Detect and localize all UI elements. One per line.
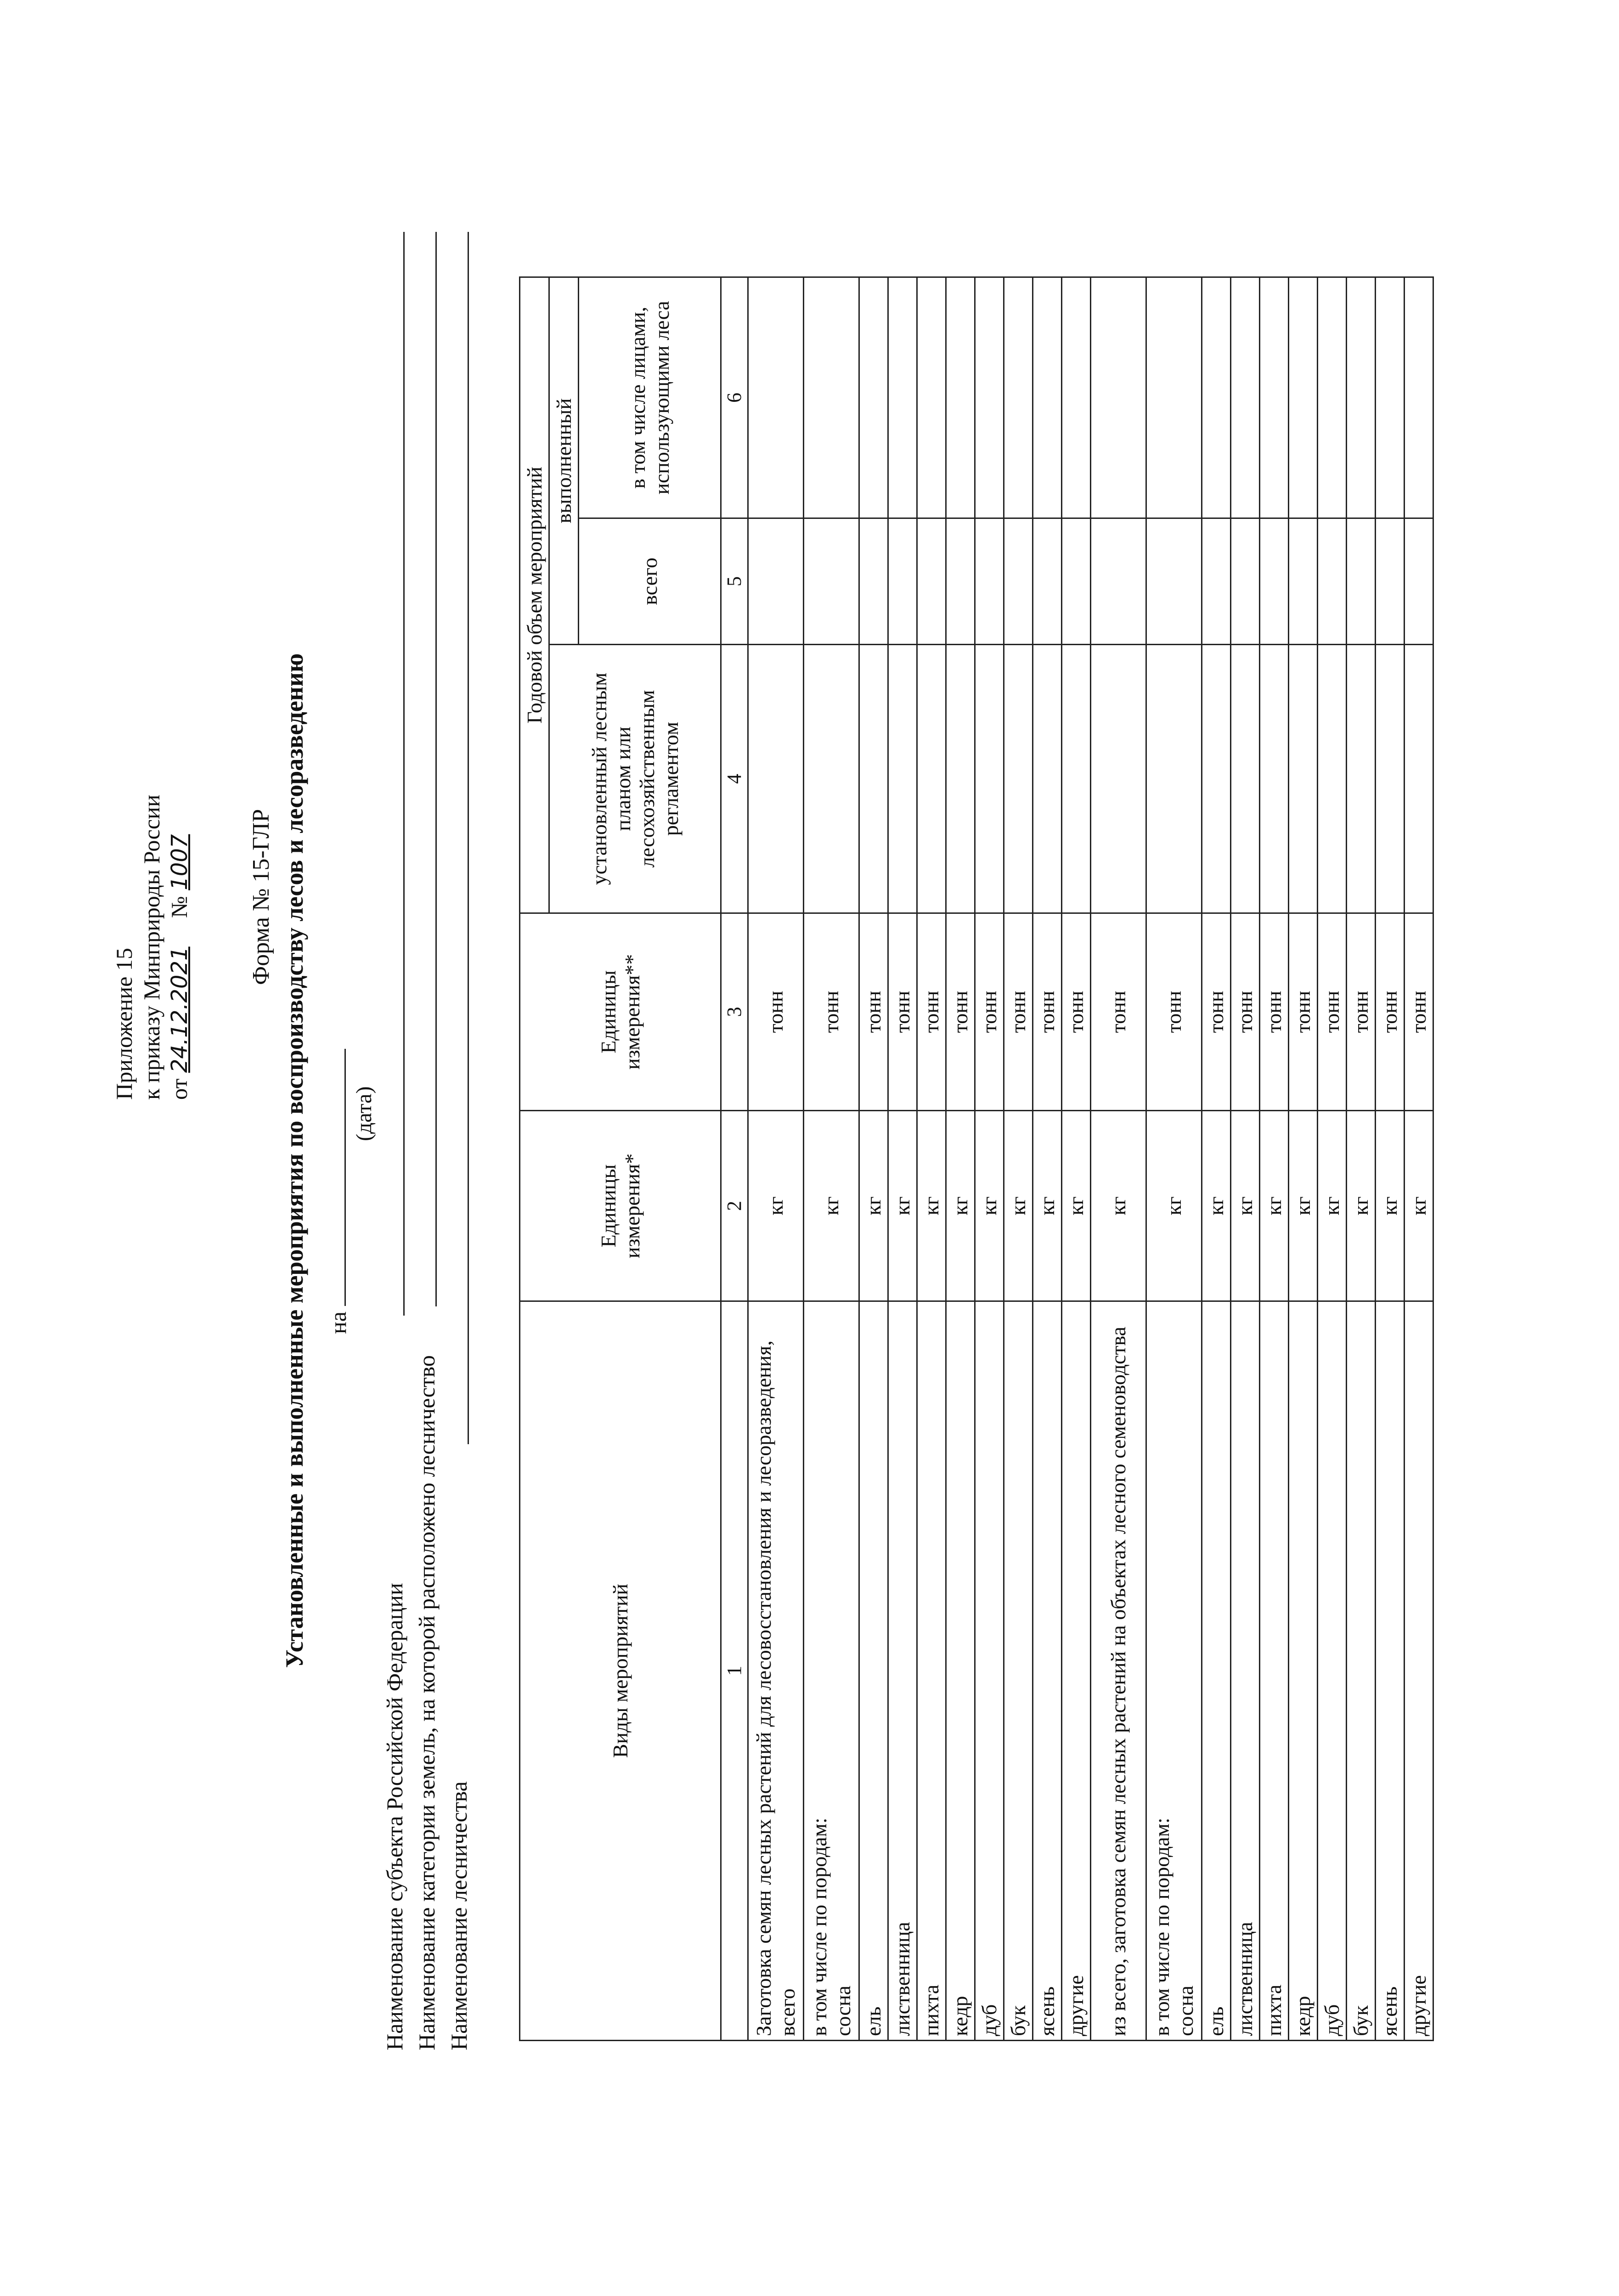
table-row: [1202, 277, 1231, 2041]
row-including-cell[interactable]: [1289, 277, 1318, 518]
row-activity-name: ясень: [1376, 1301, 1405, 2041]
row-unit-2: тонн: [1318, 913, 1347, 1111]
field-land-category-label: Наименование категории земель, на которой расположено лесничество: [414, 1355, 440, 2050]
row-total-cell[interactable]: [975, 518, 1004, 645]
date-caption: (дата): [352, 1086, 376, 1141]
form-number: Форма № 15-ГЛР: [248, 809, 274, 985]
header-annual-volume: Годовой объем мероприятий: [520, 277, 549, 913]
row-including-cell[interactable]: [1405, 277, 1433, 518]
row-unit-2: тонн: [1062, 913, 1091, 1111]
row-unit-1: кг: [1091, 1111, 1146, 1301]
header-units-2: Единицы измерения**: [520, 913, 721, 1111]
field-subject: [381, 1583, 408, 2050]
row-total-cell[interactable]: [1062, 518, 1091, 645]
row-total-cell[interactable]: [1347, 518, 1376, 645]
field-forestry: [446, 1781, 472, 2050]
table-row: [859, 277, 888, 2041]
header-units-1: Единицы измерения*: [520, 1111, 721, 1301]
order-date-line: [165, 794, 193, 1100]
row-including-cell[interactable]: [975, 277, 1004, 518]
table-row: [1004, 277, 1033, 2041]
row-unit-1: кг: [748, 1111, 804, 1301]
table-row: [975, 277, 1004, 2041]
table-row: [1289, 277, 1318, 2041]
row-unit-1: кг: [1062, 1111, 1091, 1301]
table-row: [1376, 277, 1405, 2041]
row-established-cell[interactable]: [1260, 645, 1289, 913]
row-total-cell[interactable]: [1091, 518, 1146, 645]
row-activity-name: бук: [1004, 1301, 1033, 2041]
order-number: 1007: [167, 834, 192, 890]
row-including-cell[interactable]: [748, 277, 804, 518]
row-total-cell[interactable]: [1318, 518, 1347, 645]
field-forestry-label: Наименование лесничества: [446, 1781, 472, 2050]
row-unit-1: кг: [1347, 1111, 1376, 1301]
row-including-cell[interactable]: [1347, 277, 1376, 518]
row-established-cell[interactable]: [1033, 645, 1062, 913]
row-activity-name: ясень: [1033, 1301, 1062, 2041]
header-activities: Виды мероприятий: [520, 1301, 721, 2041]
activities-table: [519, 276, 1434, 2041]
row-activity-name: ель: [859, 1301, 888, 2041]
row-established-cell[interactable]: [1231, 645, 1260, 913]
table-row: [1318, 277, 1347, 2041]
table-row: [1347, 277, 1376, 2041]
row-total-cell[interactable]: [1202, 518, 1231, 645]
row-activity-name: в том числе по породам: сосна: [1146, 1301, 1202, 2041]
field-subject-line: [403, 232, 405, 1316]
row-unit-1: кг: [1033, 1111, 1062, 1301]
column-number: 5: [721, 518, 748, 645]
header-total: всего: [579, 518, 721, 645]
row-activity-name: пихта: [1260, 1301, 1289, 2041]
row-unit-2: тонн: [946, 913, 975, 1111]
row-total-cell[interactable]: [1004, 518, 1033, 645]
row-unit-2: тонн: [1347, 913, 1376, 1111]
column-numbers-row: [721, 277, 748, 2041]
row-unit-1: кг: [1289, 1111, 1318, 1301]
row-unit-1: кг: [1376, 1111, 1405, 1301]
row-unit-1: кг: [1318, 1111, 1347, 1301]
row-activity-name: пихта: [917, 1301, 946, 2041]
field-subject-label: Наименование субъекта Российской Федерации: [382, 1583, 407, 2050]
row-established-cell[interactable]: [804, 645, 859, 913]
row-total-cell[interactable]: [1146, 518, 1202, 645]
date-line-prefix: на: [325, 1311, 351, 1334]
date-blank-line: [322, 1049, 346, 1306]
row-activity-name: другие: [1405, 1301, 1433, 2041]
row-unit-2: тонн: [888, 913, 917, 1111]
row-established-cell[interactable]: [917, 645, 946, 913]
table-row: [804, 277, 859, 2041]
row-unit-2: тонн: [917, 913, 946, 1111]
field-forestry-line: [468, 232, 469, 1444]
field-land-category-line: [435, 232, 437, 1306]
table-row: [946, 277, 975, 2041]
row-established-cell[interactable]: [1376, 645, 1405, 913]
row-total-cell[interactable]: [1231, 518, 1260, 645]
row-established-cell[interactable]: [1318, 645, 1347, 913]
order-date: 24.12.2021: [167, 946, 192, 1073]
header-including: в том числе лицами, использующими леса: [579, 277, 721, 518]
row-established-cell[interactable]: [748, 645, 804, 913]
row-unit-2: тонн: [975, 913, 1004, 1111]
row-including-cell[interactable]: [859, 277, 888, 518]
row-total-cell[interactable]: [1405, 518, 1433, 645]
row-activity-name: Заготовка семян лесных растений для лесовосстановления и лесоразведения, всего: [748, 1301, 804, 2041]
column-number: 4: [721, 645, 748, 913]
row-unit-1: кг: [859, 1111, 888, 1301]
row-unit-2: тонн: [748, 913, 804, 1111]
row-activity-name: другие: [1062, 1301, 1091, 2041]
row-unit-2: тонн: [1091, 913, 1146, 1111]
row-including-cell[interactable]: [888, 277, 917, 518]
row-activity-name: бук: [1347, 1301, 1376, 2041]
row-established-cell[interactable]: [1062, 645, 1091, 913]
row-including-cell[interactable]: [1091, 277, 1146, 518]
row-total-cell[interactable]: [888, 518, 917, 645]
row-total-cell[interactable]: [1289, 518, 1318, 645]
row-established-cell[interactable]: [1004, 645, 1033, 913]
row-established-cell[interactable]: [1289, 645, 1318, 913]
row-total-cell[interactable]: [748, 518, 804, 645]
row-total-cell[interactable]: [804, 518, 859, 645]
row-including-cell[interactable]: [917, 277, 946, 518]
row-including-cell[interactable]: [1318, 277, 1347, 518]
row-total-cell[interactable]: [1260, 518, 1289, 645]
row-unit-1: кг: [1146, 1111, 1202, 1301]
table-row: [1146, 277, 1202, 2041]
table-row: [1231, 277, 1260, 2041]
row-activity-name: в том числе по породам: сосна: [804, 1301, 859, 2041]
row-including-cell[interactable]: [1202, 277, 1231, 518]
order-reference: к приказу Минприроды России: [139, 794, 164, 1100]
row-established-cell[interactable]: [1146, 645, 1202, 913]
row-total-cell[interactable]: [946, 518, 975, 645]
row-total-cell[interactable]: [1033, 518, 1062, 645]
row-including-cell[interactable]: [1376, 277, 1405, 518]
row-unit-1: кг: [1231, 1111, 1260, 1301]
row-unit-2: тонн: [1405, 913, 1433, 1111]
column-number: 2: [721, 1111, 748, 1301]
table-row: [1405, 277, 1433, 2041]
column-number: 6: [721, 277, 748, 518]
row-unit-1: кг: [917, 1111, 946, 1301]
row-including-cell[interactable]: [1033, 277, 1062, 518]
row-including-cell[interactable]: [1062, 277, 1091, 518]
row-including-cell[interactable]: [1146, 277, 1202, 518]
row-total-cell[interactable]: [917, 518, 946, 645]
column-number: 1: [721, 1301, 748, 2041]
row-established-cell[interactable]: [1405, 645, 1433, 913]
row-unit-2: тонн: [1260, 913, 1289, 1111]
row-unit-2: тонн: [1033, 913, 1062, 1111]
table-row: [1062, 277, 1091, 2041]
row-unit-2: тонн: [1004, 913, 1033, 1111]
row-activity-name: дуб: [975, 1301, 1004, 2041]
row-unit-1: кг: [1405, 1111, 1433, 1301]
row-activity-name: лиственница: [1231, 1301, 1260, 2041]
row-unit-1: кг: [946, 1111, 975, 1301]
row-unit-1: кг: [1260, 1111, 1289, 1301]
row-unit-1: кг: [804, 1111, 859, 1301]
row-unit-2: тонн: [1202, 913, 1231, 1111]
column-number: 3: [721, 913, 748, 1111]
row-total-cell[interactable]: [1376, 518, 1405, 645]
row-established-cell[interactable]: [888, 645, 917, 913]
header-completed: выполненный: [549, 277, 579, 645]
header-established: установленный лесным планом или лесохозяйственным регламентом: [549, 645, 721, 913]
row-activity-name: кедр: [1289, 1301, 1318, 2041]
appendix-block: [110, 794, 193, 1100]
row-established-cell[interactable]: [1091, 645, 1146, 913]
table-row: [748, 277, 804, 2041]
row-unit-1: кг: [1202, 1111, 1231, 1301]
row-unit-2: тонн: [1231, 913, 1260, 1111]
row-established-cell[interactable]: [859, 645, 888, 913]
row-activity-name: лиственница: [888, 1301, 917, 2041]
row-unit-2: тонн: [804, 913, 859, 1111]
row-including-cell[interactable]: [1231, 277, 1260, 518]
row-unit-2: тонн: [1289, 913, 1318, 1111]
row-including-cell[interactable]: [1260, 277, 1289, 518]
row-established-cell[interactable]: [975, 645, 1004, 913]
row-total-cell[interactable]: [859, 518, 888, 645]
row-unit-2: тонн: [1376, 913, 1405, 1111]
row-including-cell[interactable]: [1004, 277, 1033, 518]
row-activity-name: ель: [1202, 1301, 1231, 2041]
row-activity-name: из всего, заготовка семян лесных растений на объектах лесного семеноводства: [1091, 1301, 1146, 2041]
number-prefix: №: [166, 896, 192, 918]
row-unit-1: кг: [888, 1111, 917, 1301]
row-unit-1: кг: [975, 1111, 1004, 1301]
row-activity-name: дуб: [1318, 1301, 1347, 2041]
date-prefix: от: [166, 1078, 192, 1100]
row-including-cell[interactable]: [946, 277, 975, 518]
appendix-label: Приложение 15: [111, 948, 137, 1100]
row-unit-1: кг: [1004, 1111, 1033, 1301]
row-established-cell[interactable]: [1202, 645, 1231, 913]
table-row: [1033, 277, 1062, 2041]
table-row: [1091, 277, 1146, 2041]
row-unit-2: тонн: [859, 913, 888, 1111]
field-land-category: [413, 1355, 440, 2050]
row-unit-2: тонн: [1146, 913, 1202, 1111]
table-body: [748, 277, 1433, 2041]
row-activity-name: кедр: [946, 1301, 975, 2041]
row-established-cell[interactable]: [946, 645, 975, 913]
date-line: [322, 1049, 351, 1334]
row-including-cell[interactable]: [804, 277, 859, 518]
table-row: [917, 277, 946, 2041]
table-row: [888, 277, 917, 2041]
document-title: Установленные и выполненные мероприятия по воспроизводству лесов и лесоразведению: [281, 653, 308, 1668]
row-established-cell[interactable]: [1347, 645, 1376, 913]
table-row: [1260, 277, 1289, 2041]
